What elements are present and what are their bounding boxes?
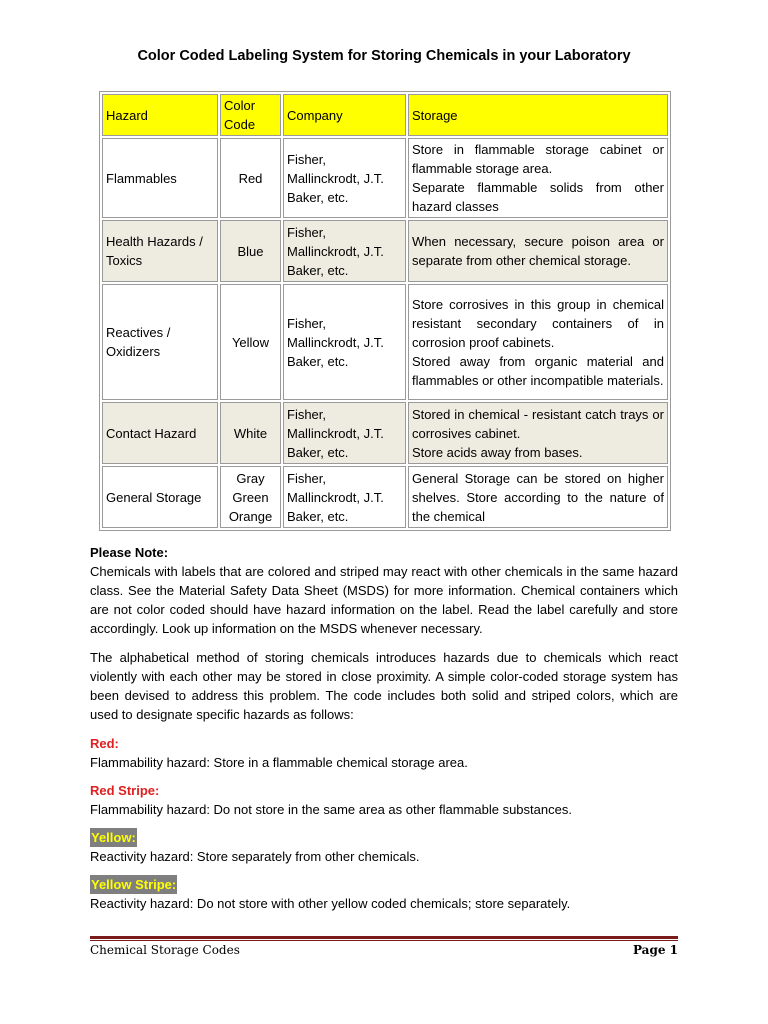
code-block-yellow <box>90 828 678 866</box>
table-header-row <box>102 94 668 136</box>
code-block-red-stripe <box>90 781 678 819</box>
code-text: Flammability hazard: Store in a flammable chemical storage area. <box>90 755 468 770</box>
page-number: Page 1 <box>632 943 678 957</box>
footer-divider-thin <box>90 940 678 941</box>
company-cell: Fisher, Mallinckrodt, J.T. Baker, etc. <box>283 138 406 218</box>
code-text: Reactivity hazard: Do not store with other yellow coded chemicals; store separately. <box>90 896 571 911</box>
code-label-red-stripe: Red Stripe: <box>90 783 160 798</box>
code-text: Reactivity hazard: Store separately from other chemicals. <box>90 849 420 864</box>
footer-title: Chemical Storage Codes <box>90 943 240 957</box>
storage-text-2: Store acids away from bases. <box>412 444 583 460</box>
hazard-table <box>99 91 671 531</box>
storage-text-2: Separate flammable solids from other hazard classes <box>412 180 664 214</box>
color-line: Gray <box>236 470 265 486</box>
company-cell: Fisher, Mallinckrodt, J.T. Baker, etc. <box>283 466 406 528</box>
color-cell: Blue <box>220 220 281 282</box>
header-color-code: Color Code <box>220 94 281 136</box>
code-label-red: Red: <box>90 736 119 751</box>
storage-cell <box>408 402 668 464</box>
company-cell: Fisher, Mallinckrodt, J.T. Baker, etc. <box>283 220 406 282</box>
storage-text: When necessary, secure poison area or separate from other chemical storage. <box>412 234 664 268</box>
code-text: Flammability hazard: Do not store in the same area as other flammable substances. <box>90 802 572 817</box>
company-cell: Fisher, Mallinckrodt, J.T. Baker, etc. <box>283 402 406 464</box>
table-row <box>102 284 668 400</box>
table-row <box>102 138 668 218</box>
code-label-yellow-stripe: Yellow Stripe: <box>91 877 177 892</box>
hazard-cell: Contact Hazard <box>102 402 218 464</box>
table-row <box>102 402 668 464</box>
note-paragraph-1 <box>90 543 678 638</box>
color-cell: White <box>220 402 281 464</box>
hazard-cell: General Storage <box>102 466 218 528</box>
storage-text: Store in flammable storage cabinet or flammable storage area. <box>412 142 664 176</box>
storage-text: Stored in chemical - resistant catch trays or corrosives cabinet. <box>412 406 664 441</box>
hazard-cell: Flammables <box>102 138 218 218</box>
storage-cell <box>408 138 668 218</box>
table-row <box>102 220 668 282</box>
storage-cell <box>408 220 668 282</box>
note-heading: Please Note: <box>90 545 169 560</box>
note-text-1: Chemicals with labels that are colored and striped may react with other chemicals in the same hazard class. See the Material Safety Data Sheet (MSDS) for more information. Chemical containers which are not color coded should have hazard information on the label. Read the label carefully and store accordingly. Look up information on the MSDS whenever necessary. <box>90 564 678 636</box>
header-storage: Storage <box>408 94 668 136</box>
code-block-yellow-stripe <box>90 875 678 913</box>
header-company: Company <box>283 94 406 136</box>
hazard-cell: Reactives / Oxidizers <box>102 284 218 400</box>
storage-cell <box>408 466 668 528</box>
color-cell: Red <box>220 138 281 218</box>
header-hazard: Hazard <box>102 94 218 136</box>
notes-section <box>90 543 678 922</box>
footer-divider <box>90 936 678 939</box>
color-line: Orange <box>228 508 273 524</box>
color-cell <box>220 466 281 528</box>
note-paragraph-2: The alphabetical method of storing chemicals introduces hazards due to chemicals which react violently with each other may be stored in close proximity. A simple color-coded storage system has been devised to address this problem. The code includes both solid and striped colors, which are used to designate specific hazards as follows: <box>90 650 678 722</box>
table-row <box>102 466 668 528</box>
color-cell: Yellow <box>220 284 281 400</box>
hazard-cell: Health Hazards / Toxics <box>102 220 218 282</box>
code-label-yellow: Yellow: <box>91 830 136 845</box>
storage-text: General Storage can be stored on higher shelves. Store according to the nature of the chemical <box>412 470 664 524</box>
code-block-red <box>90 734 678 772</box>
storage-text-2: Stored away from organic material and flammables or other incompatible materials. <box>412 353 664 388</box>
page-title: Color Coded Labeling System for Storing Chemicals in your Laboratory <box>137 48 631 64</box>
storage-cell <box>408 284 668 400</box>
storage-text: Store corrosives in this group in chemical resistant secondary containers of in corrosion proof cabinets. <box>412 296 664 350</box>
color-line: Green <box>232 489 269 505</box>
company-cell: Fisher, Mallinckrodt, J.T. Baker, etc. <box>283 284 406 400</box>
